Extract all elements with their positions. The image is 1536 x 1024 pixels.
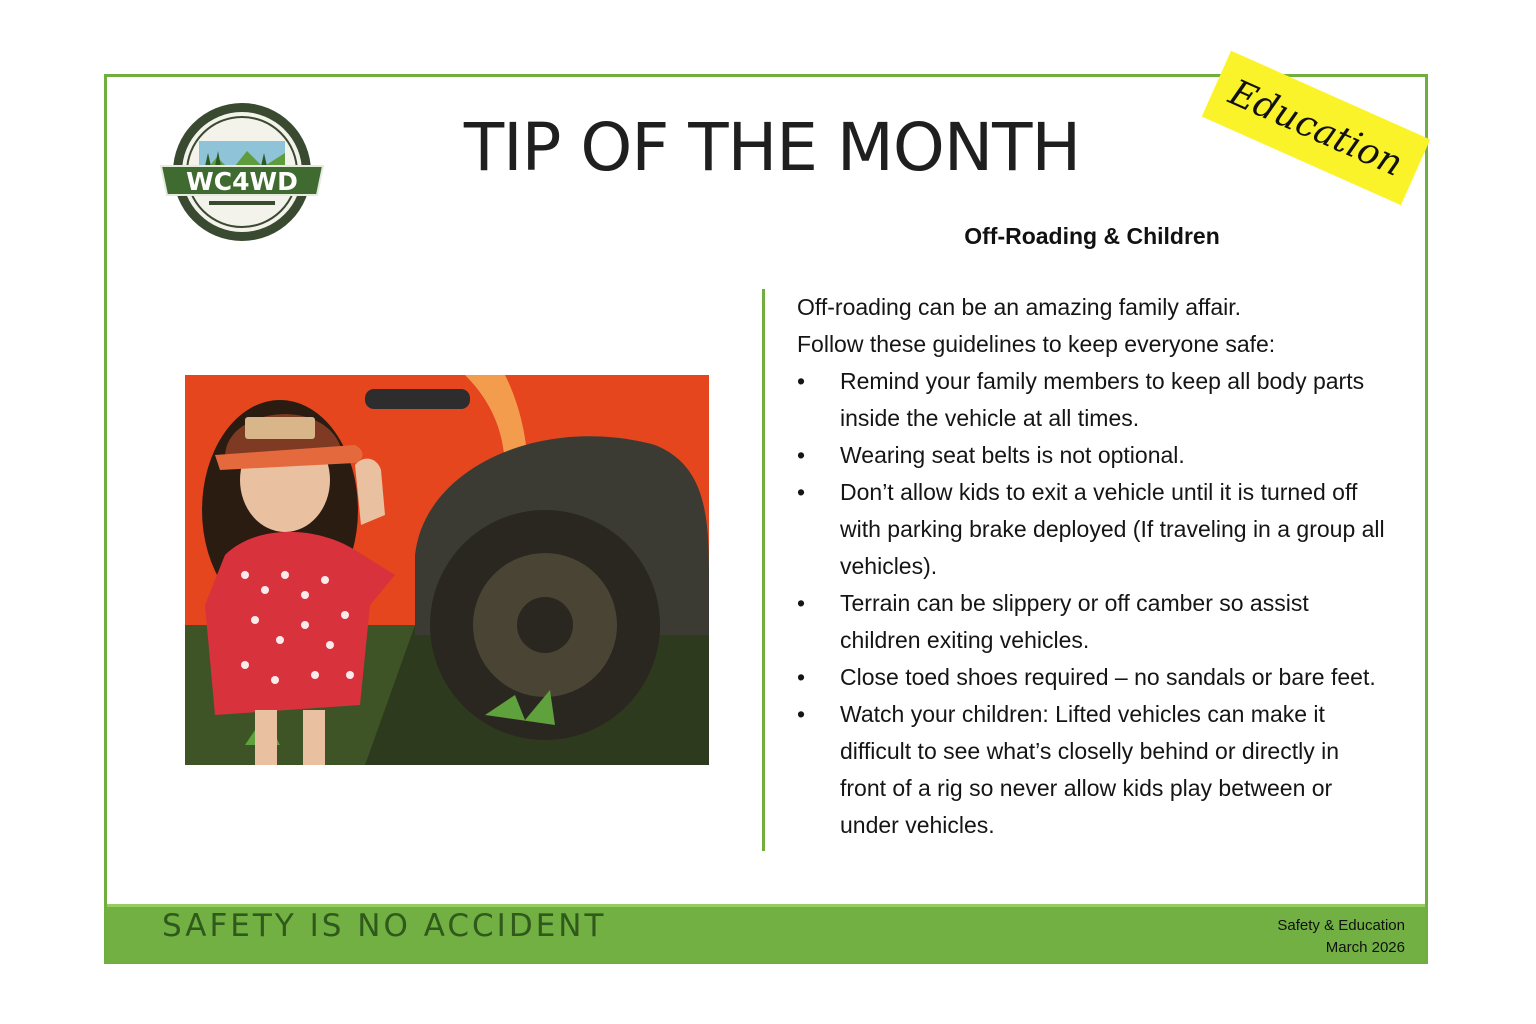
bullet-icon: •	[797, 442, 806, 468]
footer-date: March 2026	[1325, 939, 1405, 956]
tip-subtitle: Off-Roading & Children	[964, 223, 1220, 249]
girl-thumbs-up-photo-icon	[185, 375, 709, 765]
list-item	[797, 585, 1387, 659]
wc4wd-logo-icon	[159, 101, 325, 243]
bullet-icon: •	[797, 701, 806, 727]
guidelines-list	[797, 363, 1387, 844]
education-tag-label: Education	[1223, 71, 1409, 185]
list-item	[797, 437, 1387, 474]
list-item	[797, 474, 1387, 585]
list-item-text: Terrain can be slippery or off camber so assist children exiting vehicles.	[840, 590, 1309, 653]
list-item-text: Don’t allow kids to exit a vehicle until it is turned off with parking brake deployed (If traveling in a group all vehicles).	[840, 479, 1385, 579]
bullet-icon: •	[797, 368, 806, 394]
list-item-text: Close toed shoes required – no sandals or bare feet.	[840, 664, 1376, 690]
page-title: TIP OF THE MONTH	[463, 109, 1081, 186]
education-tag	[1202, 51, 1430, 205]
footer-slogan: SAFETY IS NO ACCIDENT	[162, 908, 607, 944]
logo-text: WC4WD	[186, 167, 298, 196]
list-item	[797, 696, 1387, 844]
list-item	[797, 659, 1387, 696]
content-divider	[762, 289, 765, 851]
list-item-text: Wearing seat belts is not optional.	[840, 442, 1185, 468]
intro-line: Off-roading can be an amazing family affair.	[797, 294, 1242, 320]
flyer-frame	[104, 71, 1428, 964]
tip-body	[797, 289, 1387, 844]
footer-department: Safety & Education	[1277, 917, 1405, 934]
list-item-text: Watch your children: Lifted vehicles can make it difficult to see what’s closelly behind or directly in front of a rig so never allow kids play between or under vehicles.	[840, 701, 1340, 838]
bullet-icon: •	[797, 479, 806, 505]
bullet-icon: •	[797, 590, 806, 616]
bullet-icon: •	[797, 664, 806, 690]
list-item-text: Remind your family members to keep all body parts inside the vehicle at all times.	[840, 368, 1365, 431]
footer-meta	[1277, 915, 1405, 959]
footer-bar	[107, 904, 1425, 961]
intro-line: Follow these guidelines to keep everyone safe:	[797, 331, 1276, 357]
list-item	[797, 363, 1387, 437]
